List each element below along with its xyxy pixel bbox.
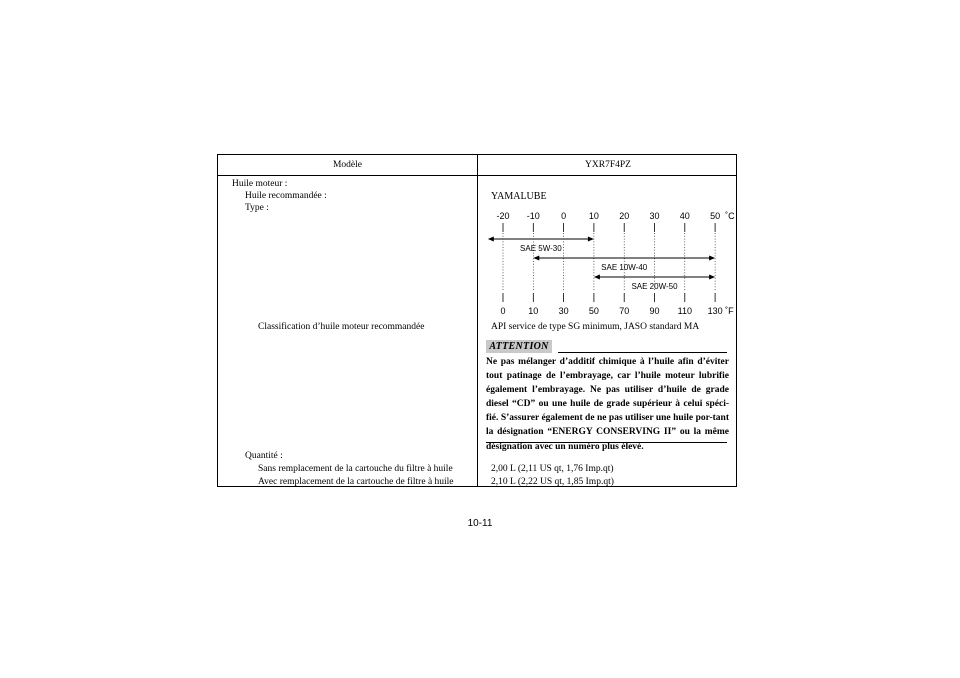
type-label: Type : <box>245 203 269 213</box>
classification-label: Classification d’huile moteur recommandée <box>258 322 425 332</box>
header-model-value: YXR7F4PZ <box>585 160 631 170</box>
with-filter-label: Avec remplacement de la cartouche de filtre à huile <box>258 477 454 487</box>
celsius-tick-label: 40 <box>679 211 690 221</box>
with-filter-value: 2,10 L (2,22 US qt, 1,85 Imp.qt) <box>491 477 614 487</box>
celsius-tick-label: 30 <box>649 211 660 221</box>
grade-arrow-right <box>709 256 715 261</box>
classification-value: API service de type SG minimum, JASO standard MA <box>491 322 700 332</box>
recommended-oil-value: YAMALUBE <box>491 191 547 202</box>
grade-arrow-left <box>594 275 600 280</box>
celsius-tick-label: -10 <box>526 211 540 221</box>
header-model-label: Modèle <box>332 160 363 170</box>
without-filter-label: Sans remplacement de la cartouche du filtre à huile <box>258 464 453 474</box>
fahrenheit-tick-label: 0 <box>500 306 506 316</box>
celsius-tick-label: 10 <box>588 211 599 221</box>
fahrenheit-tick-label: 70 <box>619 306 630 316</box>
attention-badge: ATTENTION <box>486 340 552 353</box>
grade-arrow-right <box>709 275 715 280</box>
attention-rule-top <box>558 352 727 353</box>
grade-label: SAE 10W-40 <box>601 263 648 272</box>
page-number: 10-11 <box>467 518 493 529</box>
recommended-oil-label: Huile recommandée : <box>245 191 327 201</box>
attention-rule-bottom <box>486 442 727 443</box>
celsius-tick-label: 0 <box>561 211 567 221</box>
fahrenheit-tick-label: 10 <box>528 306 539 316</box>
quantity-label: Quantité : <box>245 451 283 461</box>
fahrenheit-tick-label: 130 <box>707 306 723 316</box>
celsius-tick-label: -20 <box>496 211 510 221</box>
fahrenheit-tick-label: 50 <box>588 306 599 316</box>
grade-arrow-right <box>588 237 594 242</box>
fahrenheit-tick-label: 90 <box>649 306 660 316</box>
column-divider <box>477 155 478 486</box>
celsius-unit: ˚C <box>725 211 735 221</box>
celsius-tick-label: 20 <box>619 211 630 221</box>
celsius-tick-label: 50 <box>710 211 721 221</box>
specifications-table <box>217 154 737 487</box>
without-filter-value: 2,00 L (2,11 US qt, 1,76 Imp.qt) <box>491 464 614 474</box>
grade-label: SAE 20W-50 <box>631 282 678 291</box>
engine-oil-label: Huile moteur : <box>232 179 288 189</box>
fahrenheit-unit: ˚F <box>725 306 734 316</box>
attention-text: Ne pas mélanger d’additif chimique à l’huile afin d’éviter tout patinage de l’embrayage, car l’huile moteur lubrifie également l’embrayage. Ne pas utiliser d’huile de grade diesel “CD” ou une huile de grade supérieur à celui spéci-fié. S’assurer également de ne pas utiliser une huile por-tant la désignation “ENERGY CONSERVING II” ou la même désignation avec un numéro plus élevé. <box>486 357 729 452</box>
grade-arrow-left <box>488 237 494 242</box>
grade-arrow-left <box>533 256 539 261</box>
fahrenheit-tick-label: 30 <box>558 306 569 316</box>
fahrenheit-tick-label: 110 <box>677 306 692 316</box>
viscosity-chart <box>486 207 736 317</box>
grade-label: SAE 5W-30 <box>520 244 562 253</box>
